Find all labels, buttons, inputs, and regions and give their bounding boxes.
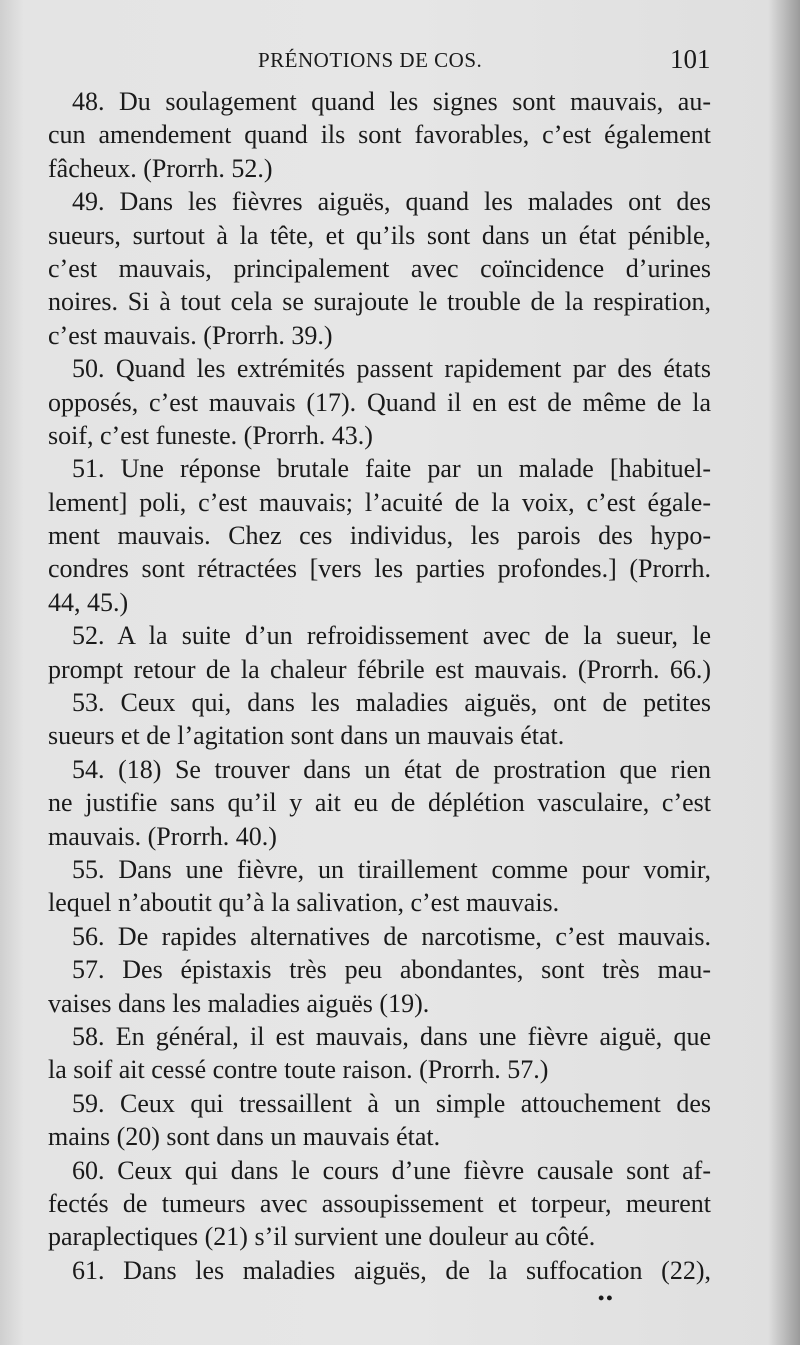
signature-mark: ••: [598, 1288, 615, 1308]
text-line: fectés de tumeurs avec assoupissement et torpeur, meurent: [48, 1188, 711, 1218]
text-line: 51. Une réponse brutale faite par un malade [habituel-: [72, 454, 711, 484]
text-line: lequel n’aboutit qu’à la salivation, c’est mauvais.: [48, 888, 560, 918]
page-header: [0, 44, 800, 78]
text-line: 44, 45.): [48, 587, 129, 617]
text-line: 53. Ceux qui, dans les maladies aiguës, ont de petites: [72, 688, 711, 718]
text-line: 52. A la suite d’un refroidissement avec de la sueur, le: [72, 621, 711, 651]
text-line: soif, c’est funeste. (Prorrh. 43.): [48, 420, 373, 450]
text-line: condres sont rétractées [vers les parties profondes.] (Prorrh.: [48, 554, 711, 584]
text-line: 57. Des épistaxis très peu abondantes, sont très mau-: [72, 955, 711, 985]
text-line: lement] poli, c’est mauvais; l’acuité de la voix, c’est égale-: [48, 487, 711, 517]
text-line: la soif ait cessé contre toute raison. (Prorrh. 57.): [48, 1055, 549, 1085]
text-line: vaises dans les maladies aiguës (19).: [48, 988, 430, 1018]
page-number: 101: [670, 44, 711, 74]
text-line: ment mauvais. Chez ces individus, les parois des hypo-: [48, 521, 711, 551]
text-line: c’est mauvais, principalement avec coïncidence d’urines: [48, 253, 711, 283]
text-line: 60. Ceux qui dans le cours d’une fièvre causale sont af-: [72, 1155, 711, 1185]
text-line: 50. Quand les extrémités passent rapidement par des états: [72, 354, 711, 384]
text-line: paraplectiques (21) s’il survient une douleur au côté.: [48, 1222, 596, 1252]
text-line: mains (20) sont dans un mauvais état.: [48, 1122, 441, 1152]
text-line: 54. (18) Se trouver dans un état de prostration que rien: [72, 754, 711, 784]
text-line: opposés, c’est mauvais (17). Quand il en est de même de la: [48, 387, 711, 417]
text-line: prompt retour de la chaleur fébrile est mauvais. (Prorrh. 66.): [48, 654, 711, 684]
text-line: cun amendement quand ils sont favorables, c’est également: [48, 120, 711, 150]
text-line: fâcheux. (Prorrh. 52.): [48, 153, 273, 183]
text-line: 48. Du soulagement quand les signes sont mauvais, au-: [72, 87, 711, 116]
text-line: 58. En général, il est mauvais, dans une fièvre aiguë, que: [72, 1021, 711, 1051]
running-head: PRÉNOTIONS DE COS.: [258, 48, 483, 72]
text-line: sueurs, surtout à la tête, et qu’ils sont dans un état pénible,: [48, 220, 711, 250]
text-line: ne justifie sans qu’il y ait eu de déplétion vasculaire, c’est: [48, 788, 711, 818]
text-line: sueurs et de l’agitation sont dans un mauvais état.: [48, 721, 565, 751]
text-line: c’est mauvais. (Prorrh. 39.): [48, 320, 333, 350]
text-line: 56. De rapides alternatives de narcotisme, c’est mauvais.: [72, 921, 711, 951]
text-line: mauvais. (Prorrh. 40.): [48, 821, 277, 851]
text-line: noires. Si à tout cela se surajoute le trouble de la respiration,: [48, 287, 711, 317]
text-line: 55. Dans une fièvre, un tiraillement comme pour vomir,: [72, 854, 711, 884]
text-line: 49. Dans les fièvres aiguës, quand les malades ont des: [72, 187, 711, 217]
body-text: [48, 85, 711, 1287]
text-line: 59. Ceux qui tressaillent à un simple attouchement des: [72, 1088, 711, 1118]
text-line: 61. Dans les maladies aiguës, de la suffocation (22),: [72, 1255, 711, 1285]
